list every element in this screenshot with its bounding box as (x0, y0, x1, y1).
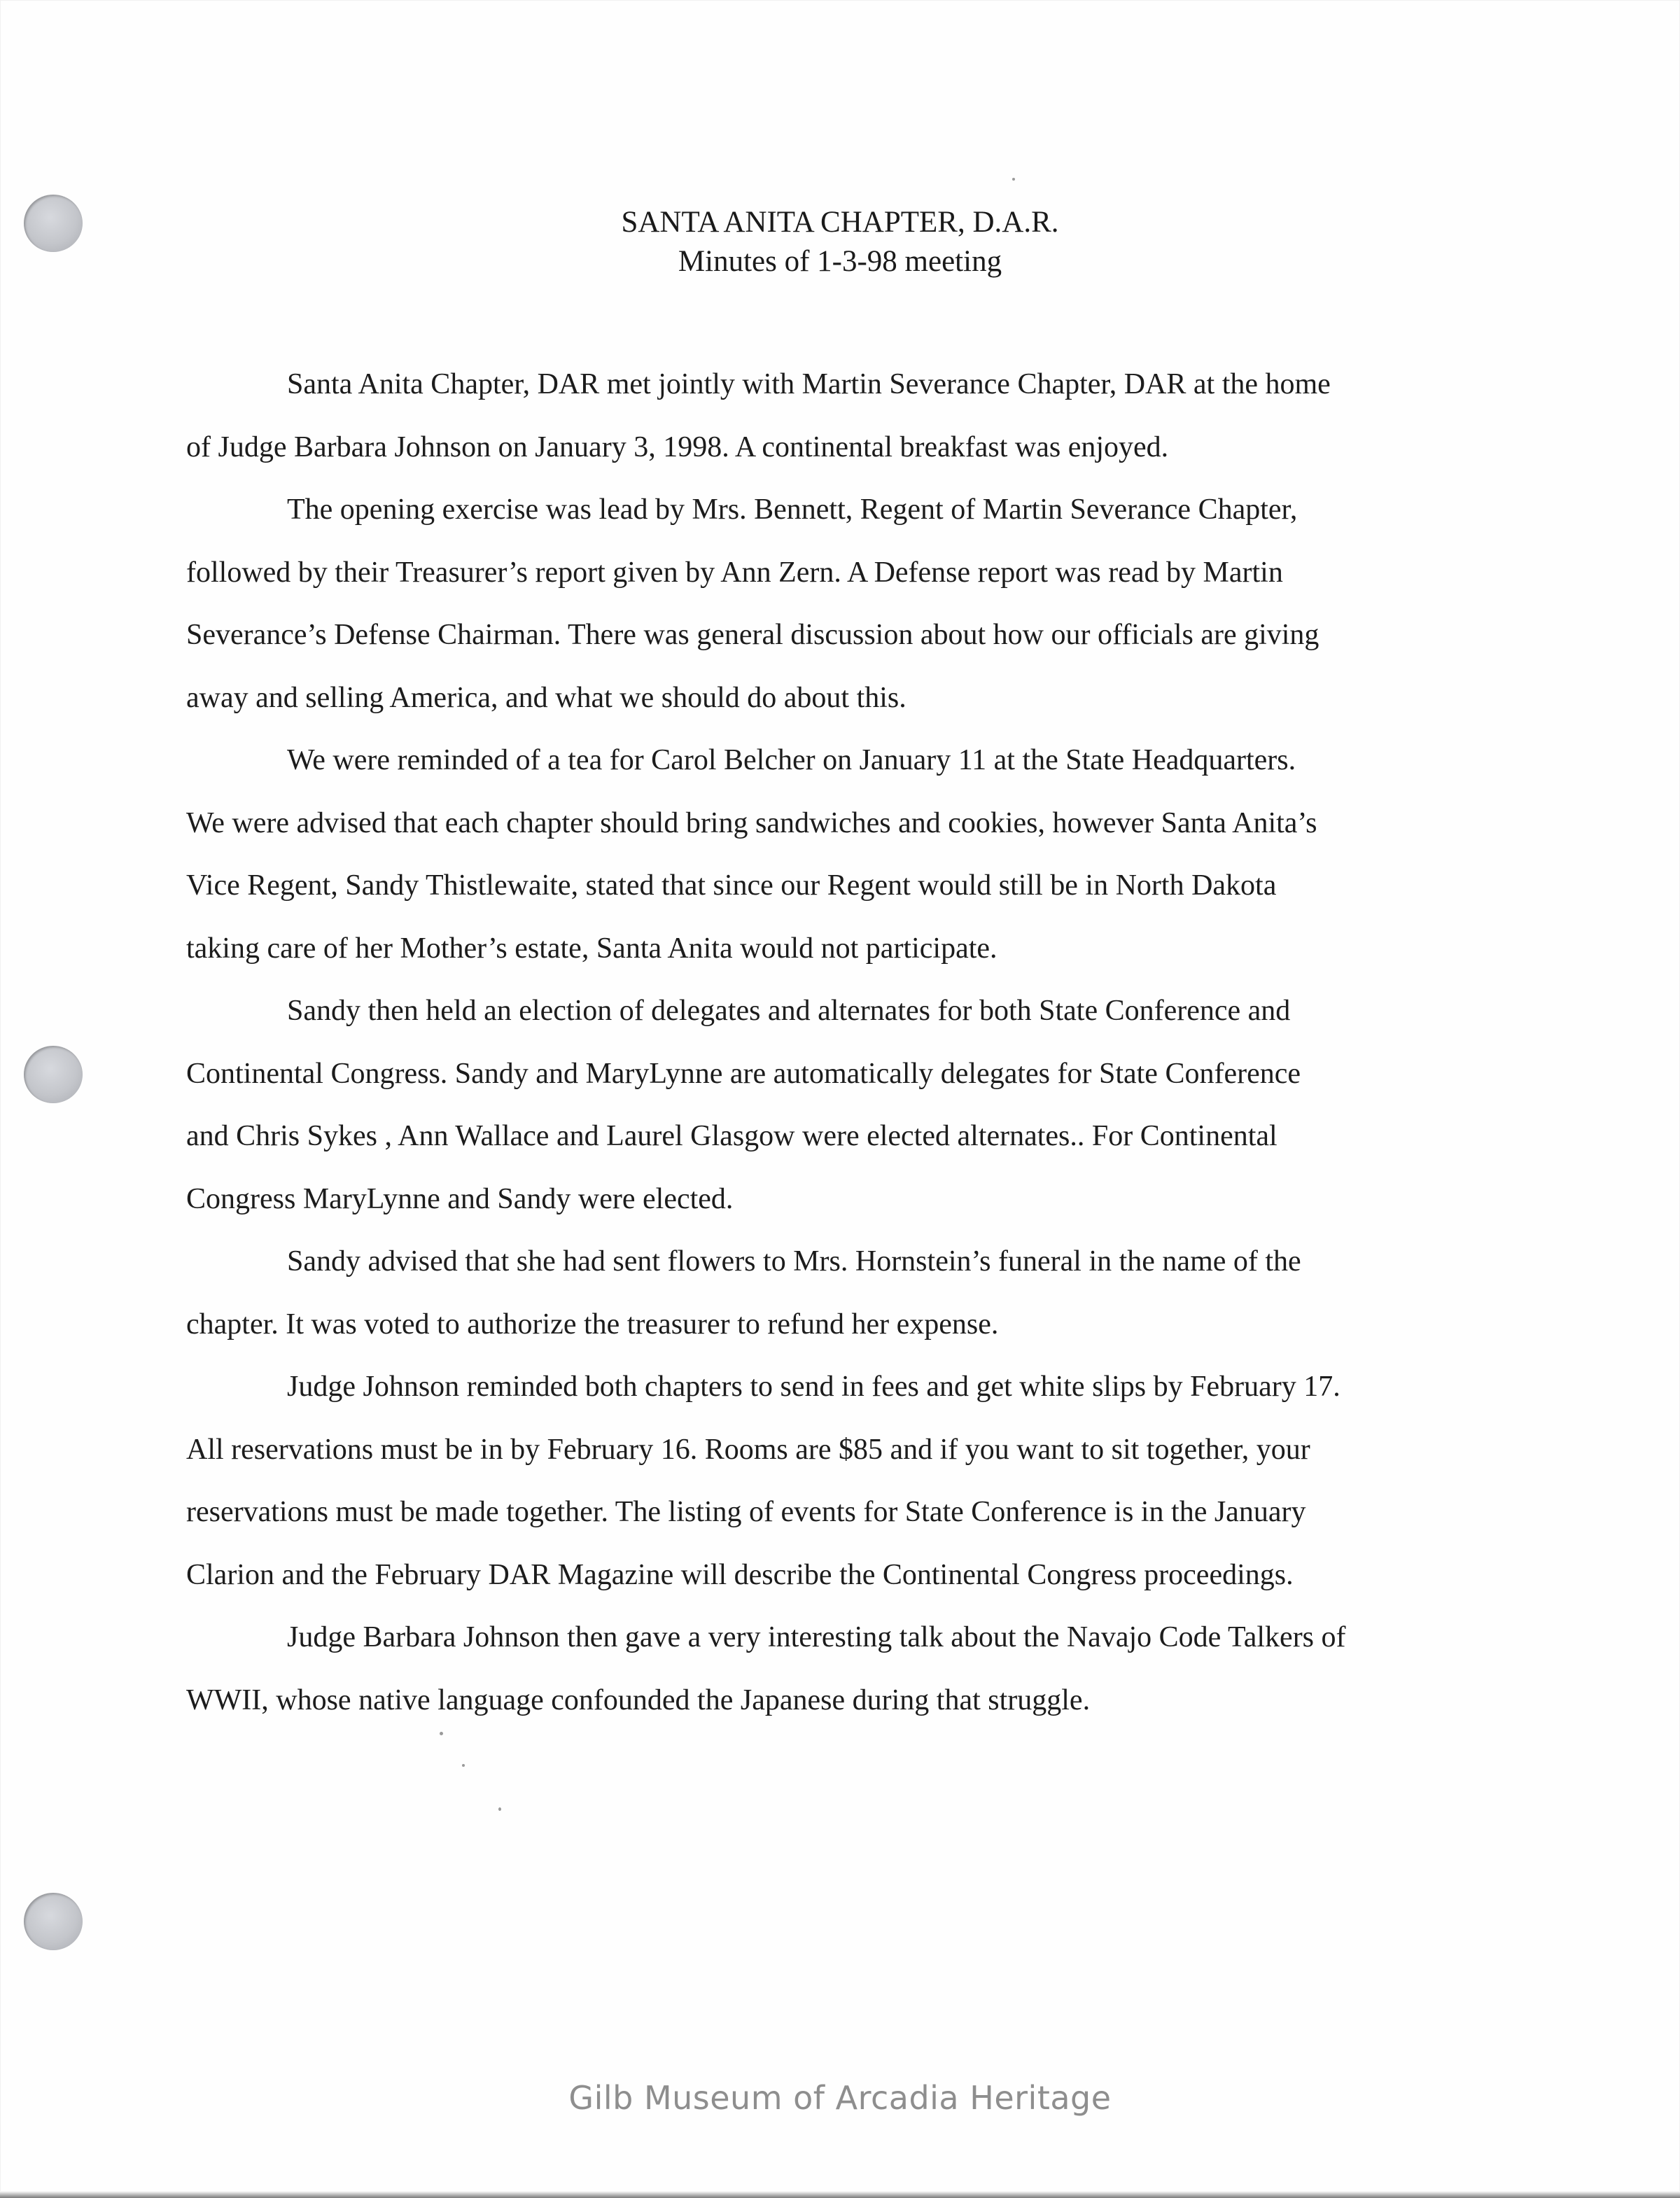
scan-speck (462, 1764, 465, 1767)
scan-speck (440, 1732, 443, 1735)
paragraph: Santa Anita Chapter, DAR met jointly with Martin Severance Chapter, DAR at the home of Judge Barbara Johnson on January 3, 1998. A continental breakfast was enjoyed. (186, 368, 1331, 463)
minutes-body (186, 354, 1509, 1732)
paragraph: Sandy advised that she had sent flowers to Mrs. Hornstein’s funeral in the name of the chapter. It was voted to authorize the treasurer to refund her expense. (186, 1245, 1301, 1340)
page-edge (0, 2191, 1680, 2198)
paragraph: The opening exercise was lead by Mrs. Bennett, Regent of Martin Severance Chapter, followed by their Treasurer’s report given by Ann Zern. A Defense report was read by Martin Severance’s Defense Chairman. There was general discussion about how our officials are giving away and selling America, and what we should do about this. (186, 493, 1320, 714)
punch-hole (24, 1046, 83, 1103)
paragraph: Judge Barbara Johnson then gave a very interesting talk about the Navajo Code Talkers of WWII, whose native language confounded the Japanese during that struggle. (186, 1621, 1346, 1716)
museum-watermark: Gilb Museum of Arcadia Heritage (568, 2079, 1112, 2117)
document-header (0, 203, 1680, 281)
scan-speck (498, 1807, 501, 1811)
document-subheading: Minutes of 1-3-98 meeting (678, 245, 1002, 278)
paragraph: Sandy then held an election of delegates and alternates for both State Conference and Continental Congress. Sandy and MaryLynne are automatically delegates for State Conference and Chris Sykes , Ann Wallace and Laurel Glasgow were elected alternates.. For Continental Congress MaryLynne and Sandy were elected. (186, 995, 1301, 1215)
paragraph: We were reminded of a tea for Carol Belcher on January 11 at the State Headquarters. We were advised that each chapter should bring sandwiches and cookies, however Santa Anita’s Vice Regent, Sandy Thistlewaite, stated that since our Regent would still be in North Dakota taking care of her Mother’s estate, Santa Anita would not participate. (186, 744, 1317, 965)
punch-hole (24, 1893, 83, 1950)
document-heading: SANTA ANITA CHAPTER, D.A.R. (621, 206, 1059, 239)
paragraph: Judge Johnson reminded both chapters to send in fees and get white slips by February 17. All reservations must be in by February 16. Rooms are $85 and if you want to sit together, your reservations must be made together. The listing of events for State Conference is in the January Clarion and the February DAR Magazine will describe the Continental Congress proceedings. (186, 1371, 1340, 1591)
scan-speck (1012, 178, 1015, 181)
